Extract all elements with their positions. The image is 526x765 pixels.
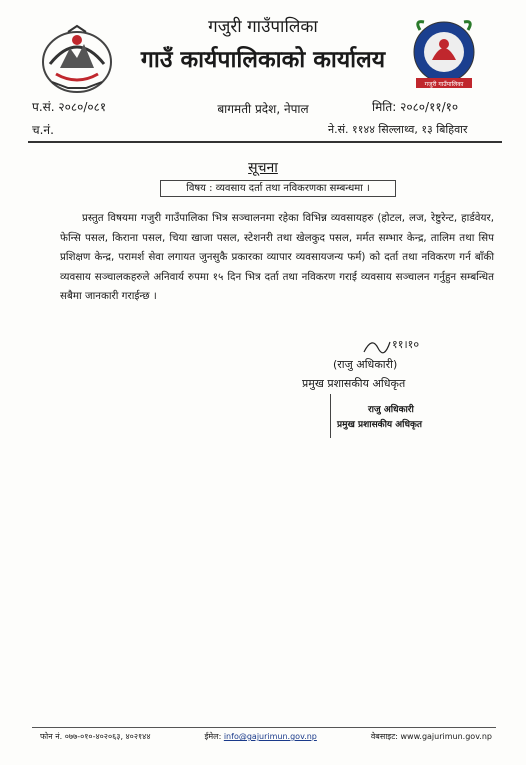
letter-number: प.सं. २०८०/०८१ <box>32 100 107 114</box>
footer <box>40 731 492 742</box>
svg-text:गजुरी गाउँपालिका: गजुरी गाउँपालिका <box>424 81 464 88</box>
nepal-sambat-date: ने.सं. ११४४ सिल्लाथ्व, १३ बिहिवार <box>328 123 468 136</box>
header-divider <box>28 141 502 143</box>
footer-email-label: ईमेल: <box>204 732 222 741</box>
dispatch-number: च.नं. <box>32 123 54 137</box>
notice-heading: सूचना <box>248 160 278 176</box>
notice-subject: विषय : व्यवसाय दर्ता तथा नविकरणका सम्बन्धमा । <box>160 180 396 197</box>
office-name: गाउँ कार्यपालिकाको कार्यालय <box>140 47 386 73</box>
office-address: बागमती प्रदेश, नेपाल <box>217 102 309 116</box>
footer-phone: फोन नं. ०७७-०१०-४०२०६३, ४०२१४४ <box>40 732 151 741</box>
footer-website-group <box>371 731 492 742</box>
notice-body: प्रस्तुत विषयमा गजुरी गाउँपालिका भित्र सञ्चालनमा रहेका विभिन्न व्यवसायहरु (होटल, लज, रेष्टुरेन्ट, हार्डवेयर, फेन्सि पसल, किराना पसल, चिया खाजा पसल, स्टेशनरी तथा खेलकुद पसल, मर्मत सम्भार केन्द्र, तालिम तथा सिप प्रशिक्षण केन्द्र, परामर्श सेवा लगायत जुनसुकै प्रकारका व्यापार व्यवसायजन्य फर्म) को दर्ता तथा नविकरण गर्न बाँकी व्यवसाय सञ्चालकहरुले अनिवार्य रुपमा १५ दिन भित्र दर्ता तथा नविकरण गराई व्यवसाय सञ्चालन गर्नुहुन सम्बन्धित सबैमा जानकारी गराईन्छ । <box>60 212 494 303</box>
footer-email-group <box>204 731 316 742</box>
footer-website-label: वेबसाइट: <box>370 732 398 741</box>
letter-date: मिति: २०८०/११/१० <box>372 100 459 114</box>
signatory-name: (राजु अधिकारी) <box>333 358 398 371</box>
stamp-name: राजु अधिकारी <box>368 405 414 415</box>
footer-website-link[interactable]: www.gajurimun.gov.np <box>400 732 492 741</box>
signature-mark-icon <box>362 334 422 356</box>
official-stamp <box>330 394 427 438</box>
signatory-title: प्रमुख प्रशासकीय अधिकृत <box>302 377 406 390</box>
footer-email-link[interactable]: info@gajurimun.gov.np <box>223 732 317 741</box>
municipality-name: गजुरी गाउँपालिका <box>208 17 318 37</box>
footer-divider <box>32 727 496 728</box>
svg-text:११।१०: ११।१० <box>392 338 420 351</box>
stamp-title: प्रमुख प्रशासकीय अधिकृत <box>337 420 423 430</box>
